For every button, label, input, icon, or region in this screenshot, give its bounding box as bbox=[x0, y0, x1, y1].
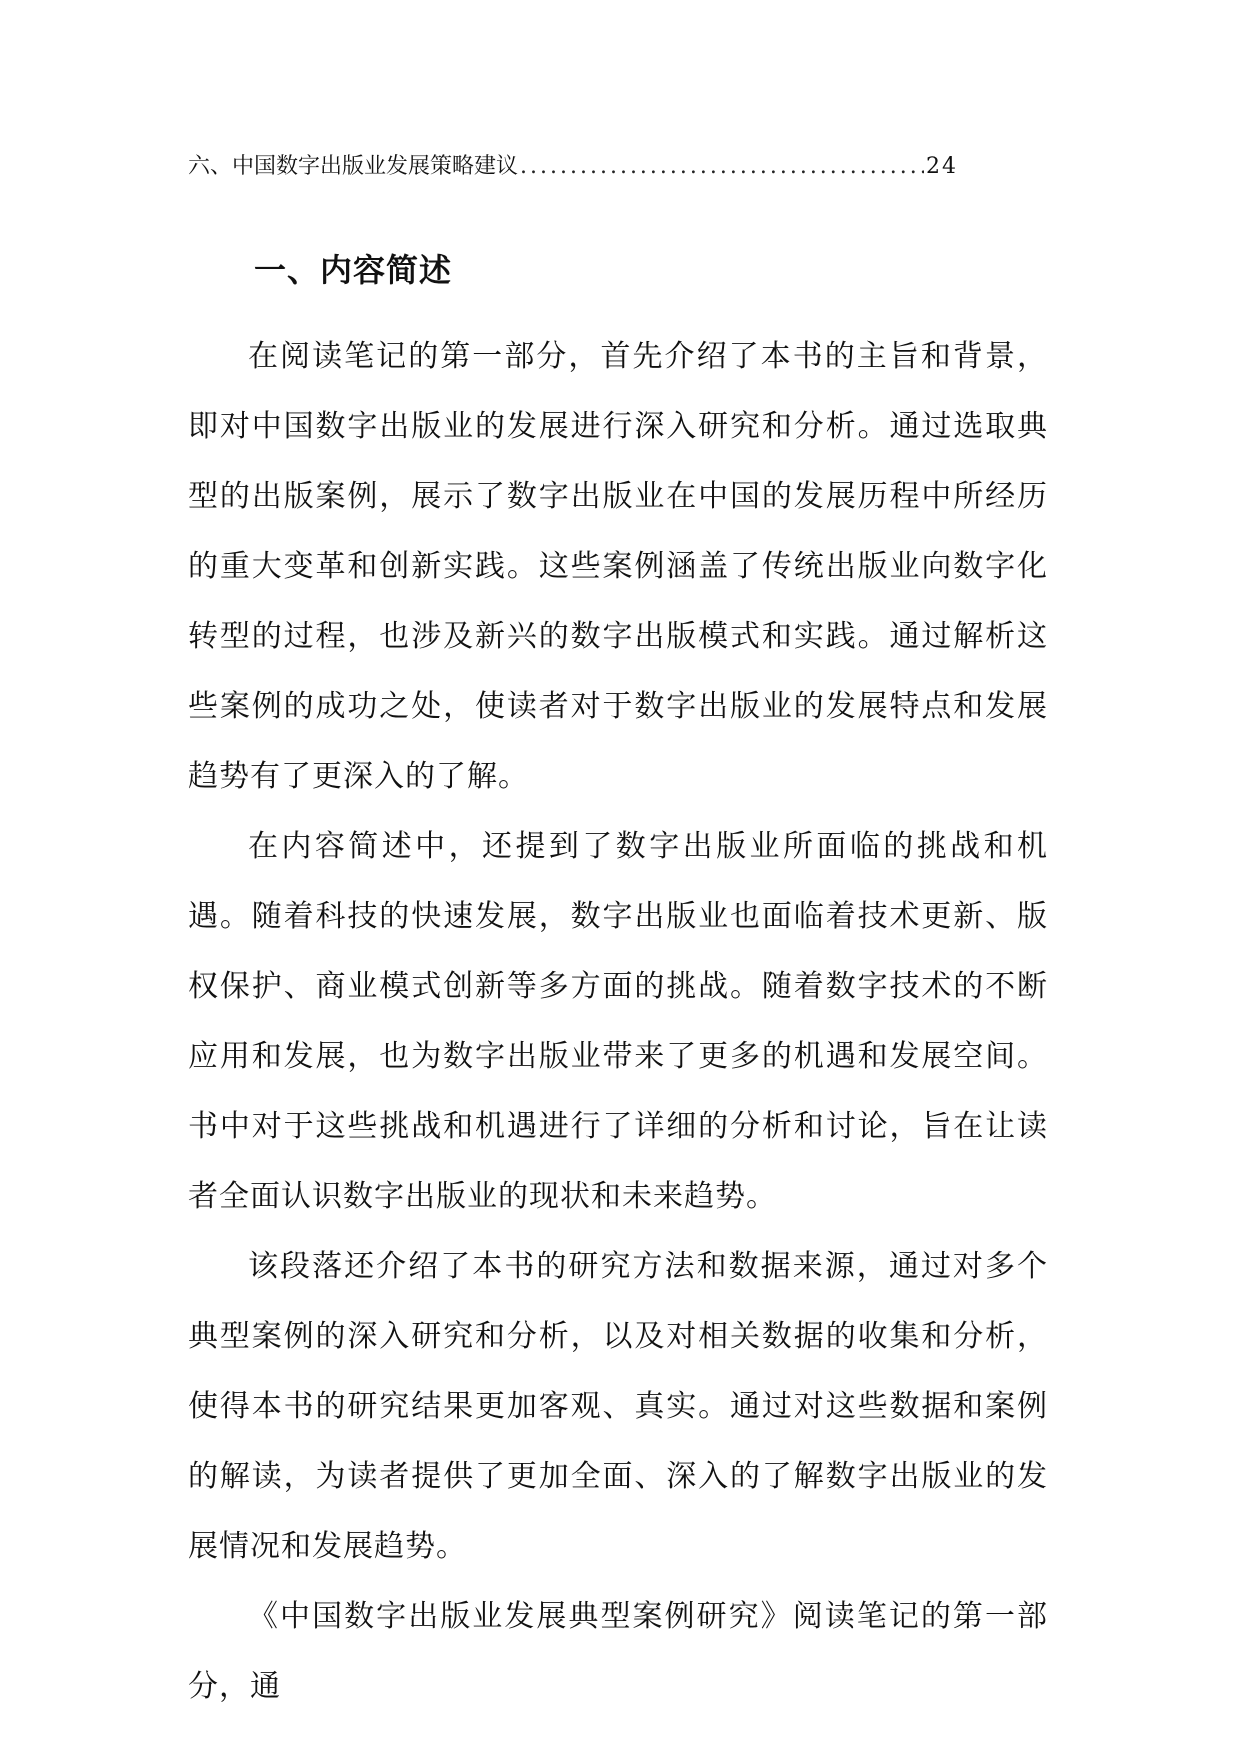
paragraph: 在内容简述中，还提到了数字出版业所面临的挑战和机遇。随着科技的快速发展，数字出版业也面临着技术更新、版权保护、商业模式创新等多方面的挑战。随着数字技术的不断应用和发展，也为数字出版业带来了更多的机遇和发展空间。书中对于这些挑战和机遇进行了详细的分析和讨论，旨在让读者全面认识数字出版业的现状和未来趋势。 bbox=[188, 829, 1048, 1214]
paragraph: 该段落还介绍了本书的研究方法和数据来源，通过对多个典型案例的深入研究和分析，以及对相关数据的收集和分析，使得本书的研究结果更加客观、真实。通过对这些数据和案例的解读，为读者提供了更加全面、深入的了解数字出版业的发展情况和发展趋势。 bbox=[188, 1249, 1048, 1564]
section-heading: 一、内容简述 bbox=[254, 251, 453, 289]
toc-entry-title: 六、中国数字出版业发展策略建议 bbox=[188, 154, 519, 179]
toc-entry[interactable] bbox=[188, 150, 958, 184]
toc-dot-leader bbox=[520, 150, 924, 184]
toc-entry-page-number: 24 bbox=[926, 154, 958, 179]
body-text bbox=[188, 322, 1048, 1722]
paragraph: 在阅读笔记的第一部分，首先介绍了本书的主旨和背景，即对中国数字出版业的发展进行深入研究和分析。通过选取典型的出版案例，展示了数字出版业在中国的发展历程中所经历的重大变革和创新实践。这些案例涵盖了传统出版业向数字化转型的过程，也涉及新兴的数字出版模式和实践。通过解析这些案例的成功之处，使读者对于数字出版业的发展特点和发展趋势有了更深入的了解。 bbox=[188, 339, 1048, 794]
paragraph: 《中国数字出版业发展典型案例研究》阅读笔记的第一部分，通 bbox=[188, 1599, 1048, 1704]
